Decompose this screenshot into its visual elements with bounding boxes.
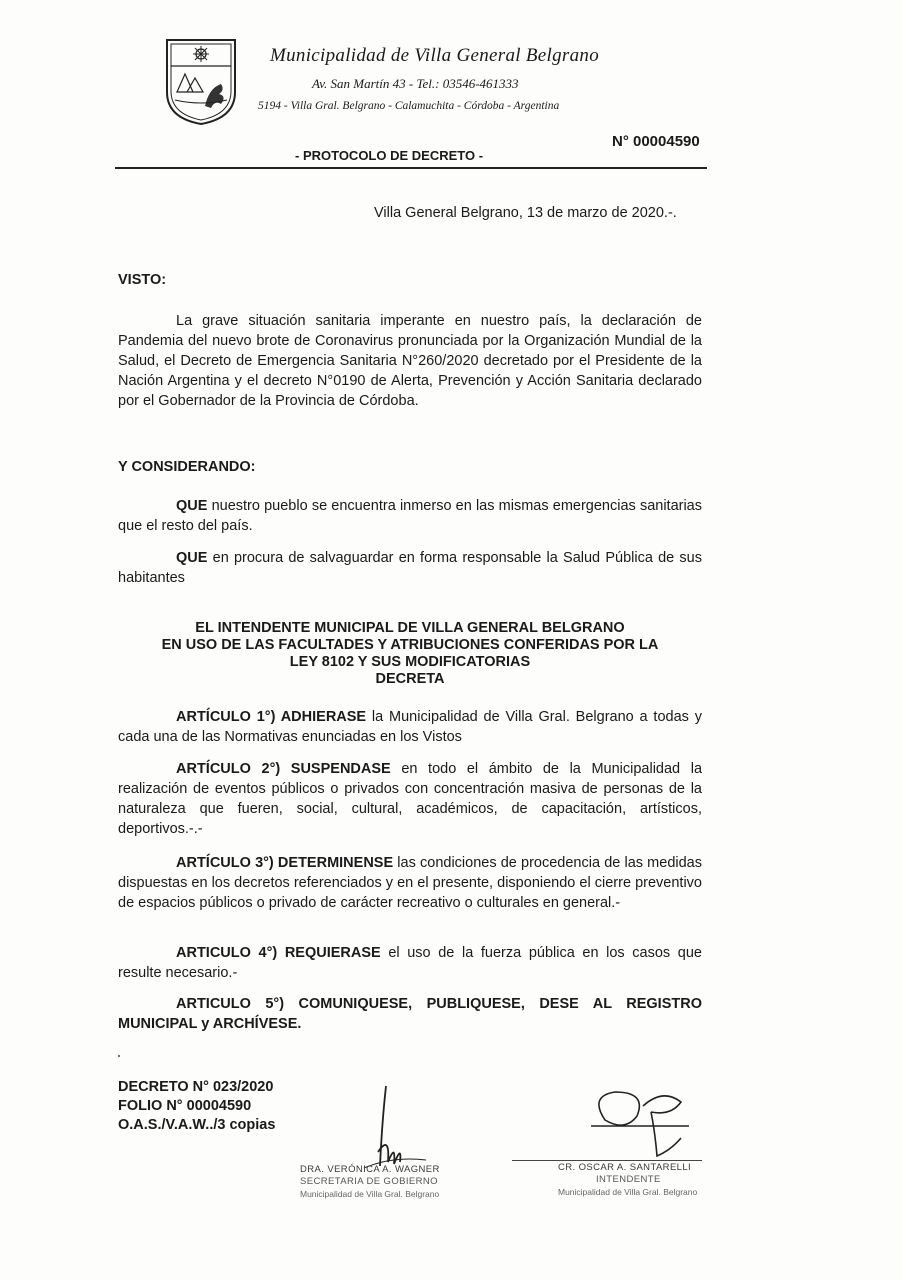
- considerando-lead: QUE: [176, 550, 208, 566]
- signature-block-wagner: [300, 1164, 440, 1200]
- article-text: el uso de la fuerza pública en los casos que resulte necesario.-: [118, 945, 702, 981]
- visto-paragraph: La grave situación sanitaria imperante en nuestro país, la declaración de Pandemia del nuevo brote de Coronavirus pronunciada por la Organización Mundial de la Salud, el Decreto de Emergencia Sanitaria N°260/2020 decretado por el Presidente de la Nación Argentina y el decreto N°0190 de Alerta, Prevención y Acción Sanitaria declarado por el Gobernador de la Provincia de Córdoba.: [118, 313, 702, 409]
- signature-block-santarelli: [558, 1162, 697, 1198]
- header-divider: [115, 167, 707, 169]
- considerando-item: [118, 548, 702, 588]
- considerando-text: en procura de salvaguardar en forma responsable la Salud Pública de sus habitantes: [118, 550, 702, 586]
- signature-wagner-icon: [352, 1082, 432, 1168]
- authority-line: EL INTENDENTE MUNICIPAL DE VILLA GENERAL BELGRANO: [195, 620, 625, 636]
- authority-line: LEY 8102 Y SUS MODIFICATORIAS: [289, 654, 531, 670]
- signer-name: CR. OSCAR A. SANTARELLI: [558, 1162, 692, 1173]
- article-text: la Municipalidad de Villa Gral. Belgrano a todas y cada una de las Normativas enunciadas en los Vistos: [118, 709, 702, 745]
- article-text: en todo el ámbito de la Municipalidad la realización de eventos públicos o privados con concentración masiva de personas de la naturaleza que fueren, social, cultural, académicos, de capacitación, artísticos, deportivos.-.-: [118, 761, 703, 837]
- article-3: [118, 853, 702, 913]
- org-city: 5194 - Villa Gral. Belgrano - Calamuchita - Córdoba - Argentina: [258, 100, 560, 112]
- article-lead: ARTÍCULO 1°) ADHIERASE: [176, 709, 367, 725]
- signature-line: [512, 1160, 702, 1161]
- document-type: - PROTOCOLO DE DECRETO -: [295, 148, 484, 163]
- signer-role: INTENDENTE: [596, 1174, 661, 1185]
- signature-santarelli-icon: [585, 1086, 695, 1166]
- article-lead: ARTÍCULO 2°) SUSPENDASE: [176, 761, 391, 777]
- folio-number: FOLIO N° 00004590: [118, 1098, 252, 1114]
- article-4: [118, 943, 702, 983]
- date-line: Villa General Belgrano, 13 de marzo de 2020.-.: [374, 205, 677, 221]
- decree-number: DECRETO N° 023/2020: [118, 1079, 274, 1095]
- copies-code: O.A.S./V.A.W../3 copias: [118, 1117, 276, 1133]
- article-1: [118, 707, 702, 747]
- signer-role: SECRETARIA DE GOBIERNO: [300, 1176, 438, 1187]
- article-lead: ARTÍCULO 3°) DETERMINENSE: [176, 855, 394, 871]
- authority-decreta: DECRETA: [375, 671, 445, 687]
- org-name: Municipalidad de Villa General Belgrano: [270, 45, 600, 66]
- considerando-text: nuestro pueblo se encuentra inmerso en las mismas emergencias sanitarias que el resto del país.: [118, 498, 702, 534]
- signer-org: Municipalidad de Villa Gral. Belgrano: [558, 1187, 698, 1197]
- considerando-heading: Y CONSIDERANDO:: [118, 459, 256, 475]
- considerando-lead: QUE: [176, 498, 208, 514]
- org-address: Av. San Martín 43 - Tel.: 03546-461333: [312, 76, 519, 91]
- signer-org: Municipalidad de Villa Gral. Belgrano: [300, 1189, 440, 1199]
- visto-heading: VISTO:: [118, 272, 167, 288]
- signer-name: DRA. VERÓNICA A. WAGNER: [300, 1164, 440, 1175]
- municipal-crest-icon: [163, 34, 239, 126]
- article-lead: ARTICULO 4°) REQUIERASE: [176, 945, 381, 961]
- authority-line: EN USO DE LAS FACULTADES Y ATRIBUCIONES CONFERIDAS POR LA: [161, 637, 659, 653]
- considerando-item: [118, 496, 702, 536]
- footer-reference: [118, 1078, 275, 1135]
- article-2: [118, 759, 702, 839]
- article-text: las condiciones de procedencia de las medidas dispuestas en los decretos referenciados y en el presente, disponiendo el cierre preventivo de espacios públicos o privado de carácter recreativo o culturales en general.-: [118, 855, 702, 911]
- document-number: N° 00004590: [612, 133, 700, 150]
- article-lead: ARTICULO 5°) COMUNIQUESE, PUBLIQUESE, DESE AL REGISTRO MUNICIPAL y ARCHÍVESE.: [118, 996, 702, 1032]
- stray-mark: [118, 1055, 120, 1057]
- article-5: [118, 994, 702, 1034]
- authority-block: [118, 620, 702, 688]
